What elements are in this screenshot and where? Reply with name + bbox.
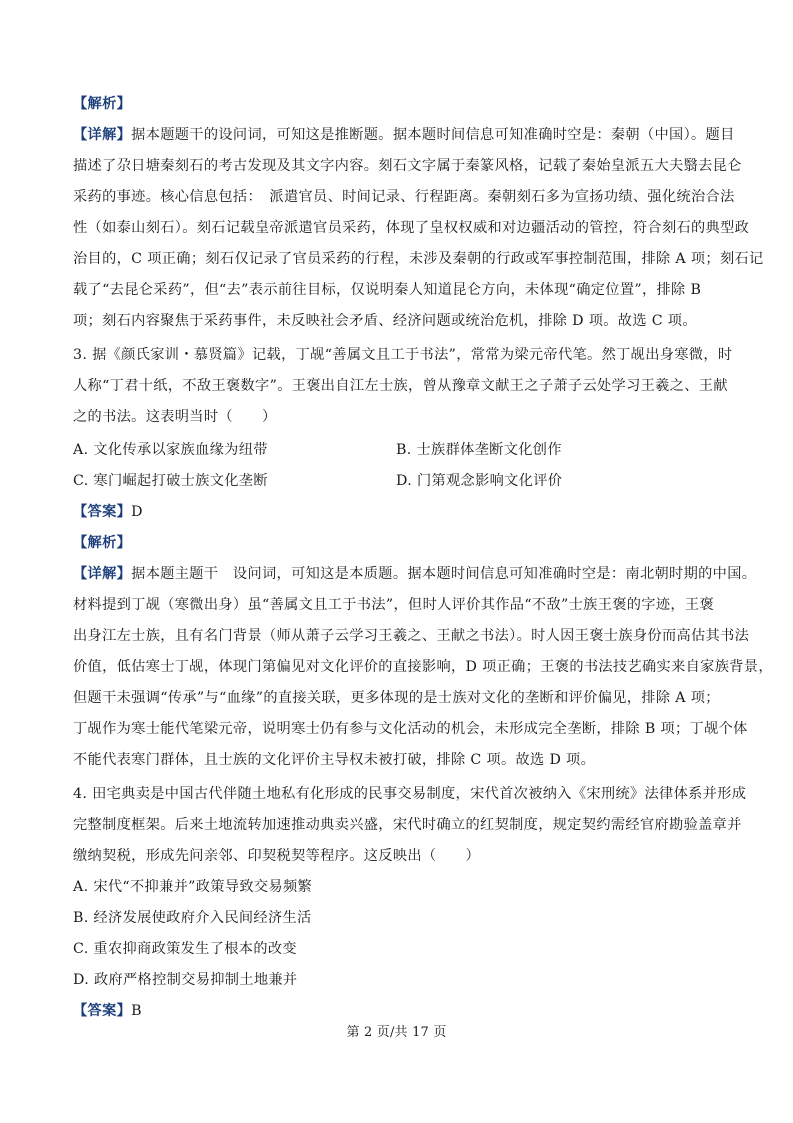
detail-paragraph-line: 性（如泰山刻石）。刻石记载皇帝派遣官员采药，体现了皇权权威和对边疆活动的管控，符合刻石的典型政 [73, 220, 750, 236]
analysis-heading: 【解析】 [73, 96, 132, 112]
detail-paragraph-line: 不能代表寒门群体，且士族的文化评价主导权未被打破，排除 C 项。故选 D 项。 [73, 752, 596, 768]
question-4-option-b: B. 经济发展使政府介入民间经济生活 [73, 910, 312, 926]
question-3-option-b: B. 士族群体垄断文化创作 [396, 442, 562, 458]
text-run: 据本题主题干 设问词，可知这是本质题。据本题时间信息可知准确时空是：南北朝时期的中国。 [131, 566, 757, 582]
question-4-stem-line: 完整制度框架。后来土地流转加速推动典卖兴盛，宋代时确立的红契制度，规定契约需经官府勘验盖章并 [73, 817, 742, 833]
analysis-heading: 【解析】 [73, 535, 132, 551]
question-4-option-d: D. 政府严格控制交易抑制土地兼并 [73, 972, 298, 988]
detail-paragraph-line: 出身江左士族，且有名门背景（师从萧子云学习王羲之、王献之书法）。时人因王褒士族身份而高估其书法 [73, 628, 750, 644]
question-3-answer [73, 502, 143, 522]
detail-paragraph-line: 价值，低估寒士丁觇，体现门第偏见对文化评价的直接影响，D 项正确；王褒的书法技艺确实来自家族背景， [73, 659, 773, 675]
question-4-option-c: C. 重农抑商政策发生了根本的改变 [73, 941, 297, 957]
detail-paragraph-line [73, 125, 735, 145]
question-4-option-a: A. 宋代“不抑兼并”政策导致交易频繁 [73, 879, 313, 895]
detail-paragraph-line: 材料提到丁觇（寒微出身）虽“善属文且工于书法”，但时人评价其作品“不敌”士族王褒的字迹，王褒 [73, 597, 714, 613]
answer-heading: 【答案】 [73, 504, 132, 520]
detail-paragraph-line: 但题干未强调“传承”与“血缘”的直接关联，更多体现的是士族对文化的垄断和评价偏见，排除 A 项； [73, 690, 720, 706]
answer-value: D [131, 504, 143, 520]
question-3-stem-line: 3. 据《颜氏家训・慕贤篇》记载，丁觇“善属文且工于书法”，常常为梁元帝代笔。然丁觇出身寒微，时 [73, 347, 733, 363]
detail-paragraph-line: 载了“去昆仑采药”，但“去”表示前往目标，仅说明秦人知道昆仑方向，未体现“确定位置”，排除 B [73, 282, 702, 298]
detail-paragraph-line: 治目的，C 项正确；刻石仅记录了官员采药的行程，未涉及秦朝的行政或军事控制范围，排除 A 项；刻石记 [73, 251, 764, 267]
detail-paragraph-line: 描述了尕日塘秦刻石的考古发现及其文字内容。刻石文字属于秦篆风格，记载了秦始皇派五大夫翳去昆仑 [73, 158, 742, 174]
page-number-footer: 第 2 页/共 17 页 [346, 1025, 447, 1040]
answer-heading: 【答案】 [73, 1003, 132, 1019]
answer-value: B [131, 1003, 142, 1019]
question-3-stem-line: 人称“丁君十纸，不敌王褒数字”。王褒出自江左士族，曾从豫章文献王之子萧子云处学习王羲之、王献 [73, 378, 728, 394]
question-4-stem-line: 4. 田宅典卖是中国古代伴随土地私有化形成的民事交易制度，宋代首次被纳入《宋刑统》法律体系并形成 [73, 786, 747, 802]
question-3-option-a: A. 文化传承以家族血缘为纽带 [73, 442, 268, 458]
question-3-option-d: D. 门第观念影响文化评价 [396, 473, 563, 489]
detail-paragraph-line: 丁觇作为寒士能代笔梁元帝，说明寒士仍有参与文化活动的机会，未形成完全垄断，排除 B 项；丁觇个体 [73, 721, 748, 737]
question-3-stem-line: 之的书法。这表明当时（ ） [73, 409, 277, 425]
detail-paragraph-line: 采药的事迹。核心信息包括： 派遣官员、时间记录、行程距离。秦朝刻石多为宣扬功绩、强化统治合法 [73, 189, 735, 205]
detail-heading: 【详解】 [73, 566, 132, 582]
question-3-option-c: C. 寒门崛起打破士族文化垄断 [73, 473, 268, 489]
detail-paragraph-line: 项；刻石内容聚焦于采药事件，未反映社会矛盾、经济问题或统治危机，排除 D 项。故选 C 项。 [73, 313, 697, 329]
detail-paragraph-line [73, 564, 756, 584]
question-4-answer [73, 1001, 142, 1021]
text-run: 据本题题干的设问词，可知这是推断题。据本题时间信息可知准确时空是：秦朝（中国）。题目 [131, 127, 735, 143]
detail-heading: 【详解】 [73, 127, 132, 143]
question-4-stem-line: 缴纳契税，形成先问亲邻、印契税契等程序。这反映出（ ） [73, 848, 481, 864]
